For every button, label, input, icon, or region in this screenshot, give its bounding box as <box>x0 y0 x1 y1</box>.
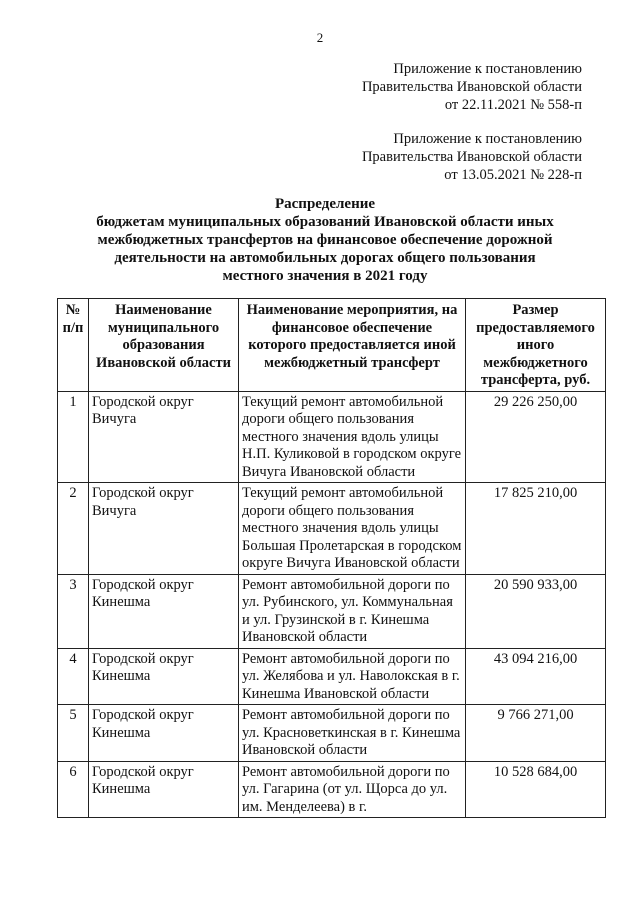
appendix-line: от 22.11.2021 № 558-п <box>444 97 582 113</box>
row-municipality: Городской округ Вичуга <box>89 483 239 575</box>
appendix-line: Приложение к постановлению <box>393 61 582 77</box>
row-municipality: Городской округ Кинешма <box>89 574 239 648</box>
appendix-line: Приложение к постановлению <box>393 131 582 147</box>
row-municipality: Городской округ Кинешма <box>89 648 239 705</box>
appendix-block-current <box>362 60 582 114</box>
appendix-block-original <box>362 130 582 184</box>
row-amount: 9 766 271,00 <box>466 705 606 762</box>
page-number: 2 <box>316 30 324 45</box>
header-number: № п/п <box>58 299 89 392</box>
row-municipality: Городской округ Кинешма <box>89 705 239 762</box>
title-line: бюджетам муниципальных образований Ивановской области иных <box>96 214 554 230</box>
appendix-line: Правительства Ивановской области <box>361 149 582 165</box>
row-amount: 43 094 216,00 <box>466 648 606 705</box>
table-row <box>58 761 606 818</box>
table-header-row <box>58 299 606 392</box>
row-activity: Ремонт автомобильной дороги по ул. Рубинского, ул. Коммунальная и ул. Грузинской в г. Кинешма Ивановской области <box>239 574 466 648</box>
row-municipality: Городской округ Кинешма <box>89 761 239 818</box>
title-line: межбюджетных трансфертов на финансовое обеспечение дорожной <box>97 232 553 248</box>
title-line: Распределение <box>274 196 376 212</box>
row-amount: 17 825 210,00 <box>466 483 606 575</box>
table-row <box>58 483 606 575</box>
distribution-table <box>57 298 606 818</box>
appendix-line: Правительства Ивановской области <box>361 79 582 95</box>
row-municipality: Городской округ Вичуга <box>89 391 239 483</box>
title-line: деятельности на автомобильных дорогах общего пользования <box>114 250 536 266</box>
row-activity: Текущий ремонт автомобильной дороги общего пользования местного значения вдоль улицы Н.П. Куликовой в городском округе Вичуга Ивановской области <box>239 391 466 483</box>
title-line: местного значения в 2021 году <box>222 268 428 284</box>
row-number: 1 <box>58 391 89 483</box>
row-amount: 10 528 684,00 <box>466 761 606 818</box>
table-viewport <box>57 298 607 850</box>
row-number: 5 <box>58 705 89 762</box>
header-activity: Наименование мероприятия, на финансовое обеспечение которого предоставляется иной межбюджетный трансферт <box>239 299 466 392</box>
row-activity: Ремонт автомобильной дороги по ул. Гагарина (от ул. Щорса до ул. им. Менделеева) в г. <box>239 761 466 818</box>
document-title <box>60 195 590 285</box>
row-number: 2 <box>58 483 89 575</box>
row-number: 6 <box>58 761 89 818</box>
table-row <box>58 705 606 762</box>
row-amount: 20 590 933,00 <box>466 574 606 648</box>
header-amount: Размер предоставляемого иного межбюджетного трансферта, руб. <box>466 299 606 392</box>
table-row <box>58 648 606 705</box>
row-amount: 29 226 250,00 <box>466 391 606 483</box>
row-activity: Ремонт автомобильной дороги по ул. Желябова и ул. Наволокская в г. Кинешма Ивановской области <box>239 648 466 705</box>
row-activity: Ремонт автомобильной дороги по ул. Красноветкинская в г. Кинешма Ивановской области <box>239 705 466 762</box>
table-row <box>58 391 606 483</box>
row-number: 3 <box>58 574 89 648</box>
appendix-line: от 13.05.2021 № 228-п <box>444 167 582 183</box>
row-activity: Текущий ремонт автомобильной дороги общего пользования местного значения вдоль улицы Большая Пролетарская в городском округе Вичуга Ивановской области <box>239 483 466 575</box>
table-row <box>58 574 606 648</box>
row-number: 4 <box>58 648 89 705</box>
header-municipality: Наименование муниципального образования Ивановской области <box>89 299 239 392</box>
